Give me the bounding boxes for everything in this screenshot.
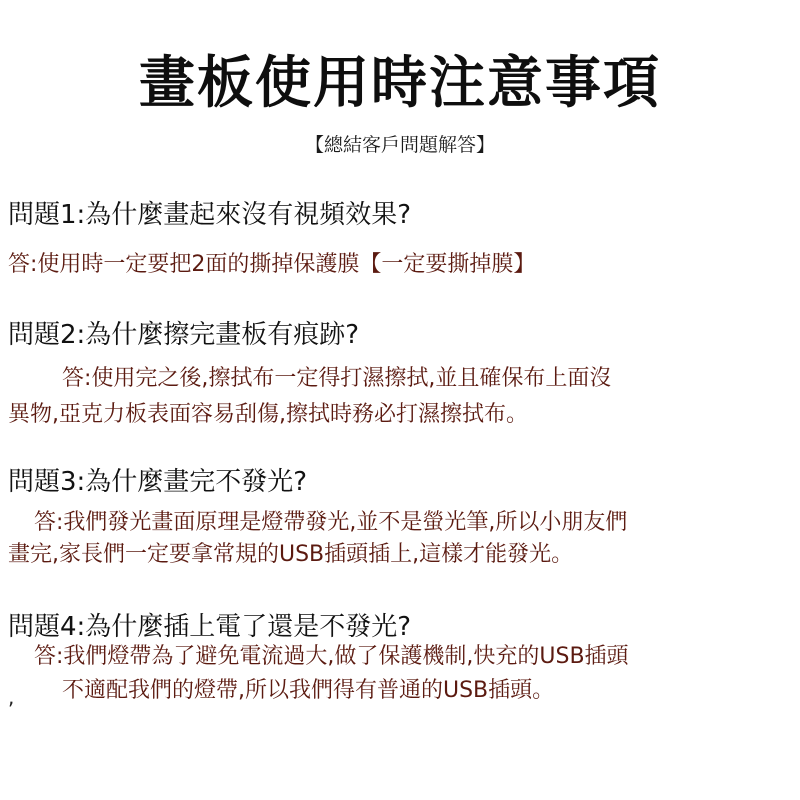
faq-answer-3-line-1: 答:我們發光畫面原理是燈帶發光,並不是螢光筆,所以小朋友們 xyxy=(34,510,628,535)
faq-question-2: 問題2:為什麼擦完畫板有痕跡? xyxy=(8,320,360,350)
page-subtitle: 【總結客戶問題解答】 xyxy=(304,134,495,156)
faq-answer-2-line-1: 答:使用完之後,擦拭布一定得打濕擦拭,並且確保布上面沒 xyxy=(62,366,612,391)
faq-question-1: 問題1:為什麼畫起來沒有視頻效果? xyxy=(8,200,412,230)
faq-answer-2-line-2: 異物,亞克力板表面容易刮傷,擦拭時務必打濕擦拭布。 xyxy=(8,402,528,427)
faq-stray-comma: , xyxy=(8,685,15,709)
faq-question-3: 問題3:為什麼畫完不發光? xyxy=(8,467,308,497)
page-title: 畫板使用時注意事項 xyxy=(139,51,661,116)
faq-answer-4-line-2: 不適配我們的燈帶,所以我們得有普通的USB插頭。 xyxy=(62,678,555,703)
faq-answer-4-line-1: 答:我們燈帶為了避免電流過大,做了保護機制,快充的USB插頭 xyxy=(34,644,629,669)
faq-answer-3-line-2: 畫完,家長們一定要拿常規的USB插頭插上,這樣才能發光。 xyxy=(8,542,574,567)
faq-question-4: 問題4:為什麼插上電了還是不發光? xyxy=(8,612,412,642)
faq-answer-1-line-1: 答:使用時一定要把2面的撕掉保護膜【一定要撕掉膜】 xyxy=(8,252,536,277)
